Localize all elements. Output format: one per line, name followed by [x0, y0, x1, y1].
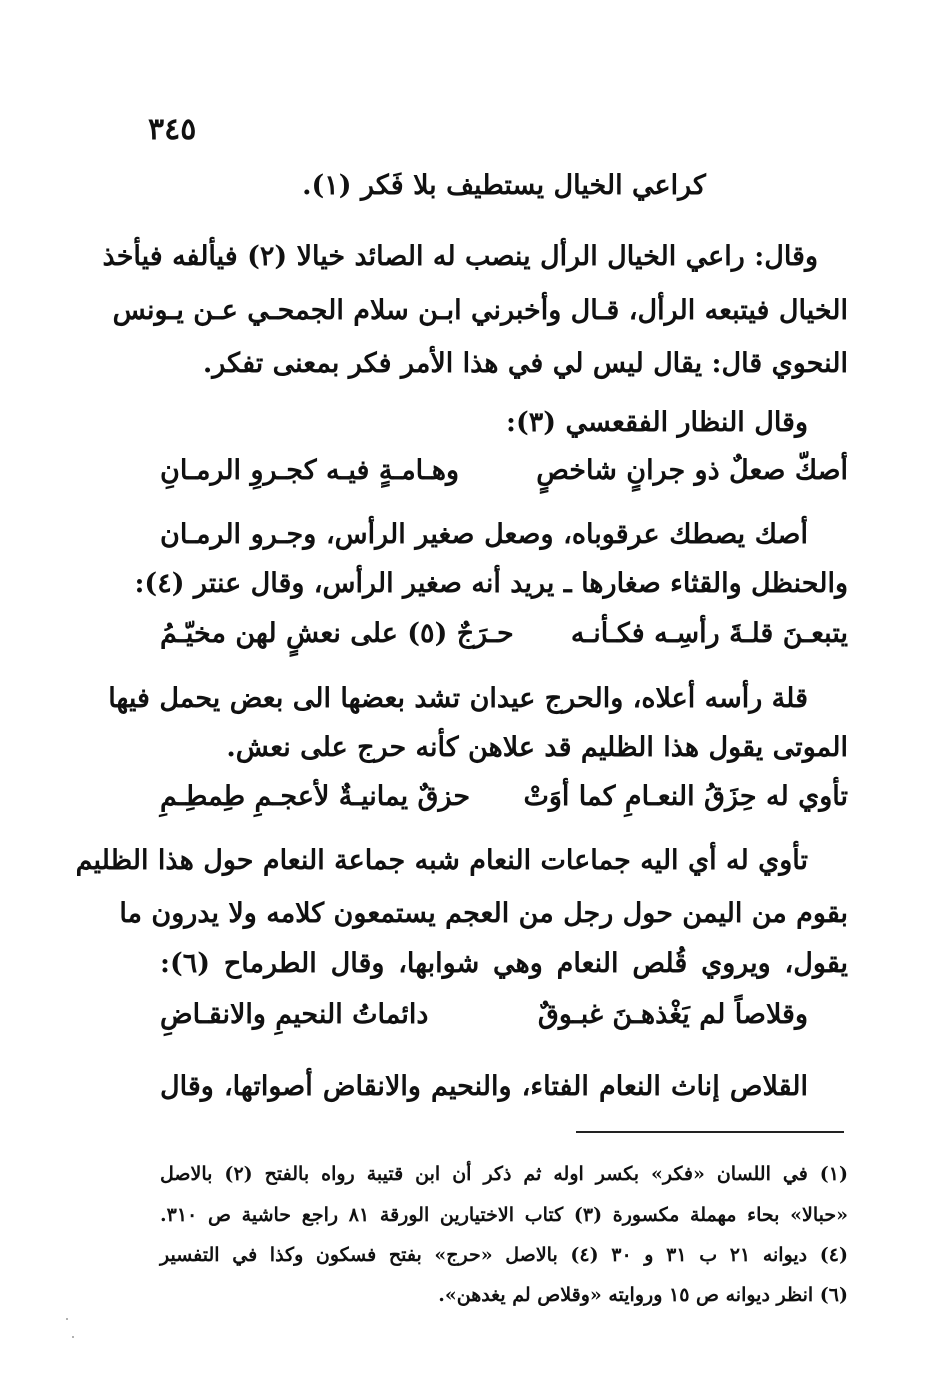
footnote-line-2: «حبالا» بحاء مهملة مكسورة (٣) كتاب الاختيارين الورقة ٨١ راجع حاشية ص ٣١٠. — [160, 1204, 849, 1226]
paragraph-3-line-2: الموتى يقول هذا الظليم قد علاهن كأنه حرج على نعش. — [226, 732, 848, 763]
verse-2-first-hemistich: يتبعـنَ قلـةَ رأسِـه فكـأنـه — [570, 618, 848, 649]
verse-intro-1: وقال النظار الفقعسي (٣): — [506, 407, 808, 438]
footnote-line-4: (٦) انظر ديوانه ص ١٥ وروايته «وقلاص لم يغدهن». — [438, 1284, 848, 1306]
poem-verse-3 — [160, 777, 848, 821]
verse-4-second-hemistich: دائماتُ النحيمِ والانقـاضِ — [160, 999, 429, 1030]
scan-speck — [72, 1336, 74, 1338]
footnote-separator — [576, 1131, 844, 1133]
paragraph-1-line-3: النحوي قال: يقال ليس لي في هذا الأمر فكر بمعنى تفكر. — [202, 348, 848, 379]
paragraph-5-line-1: القلاص إناث النعام الفتاء، والنحيم والانقاض أصواتها، وقال — [160, 1071, 808, 1102]
paragraph-1-line-1: وقال: راعي الخيال الرأل ينصب له الصائد خيالا (٢) فيألفه فيأخذ — [102, 241, 818, 272]
paragraph-1-line-2: الخيال فيتبعه الرأل، قـال وأخبرني ابـن سلام الجمحـي عـن يـونس — [112, 295, 848, 326]
poem-verse-1 — [160, 451, 848, 495]
verse-3-first-hemistich: تأوي له حِزَقُ النعـامِ كما أوَتْ — [523, 781, 848, 812]
verse-3-second-hemistich: حزقٌ يمانيـةٌ لأعجـمِ طِمطِـمِ — [160, 781, 471, 812]
verse-2-second-hemistich: حـرَجٌ (٥) على نعشٍ لهن مخيّـمُ — [160, 618, 514, 649]
poem-verse-2 — [160, 614, 848, 658]
verse-1-first-hemistich: أصكّ صعلٌ ذو جرانٍ شاخصٍ — [536, 455, 848, 486]
paragraph-4-line-3: يقول، ويروي قُلص النعام وهي شوابها، وقال الطرماح (٦): — [160, 948, 848, 979]
opening-verse-line: كراعي الخيال يستطيف بلا فَكر (١). — [302, 170, 706, 201]
paragraph-3-line-1: قلة رأسه أعلاه، والحرج عيدان تشد بعضها الى بعض يحمل فيها — [108, 683, 808, 714]
verse-4-first-hemistich: وقلاصاً لم يَغْذهـنَ غبـوقٌ — [537, 999, 808, 1030]
poem-verse-4 — [160, 995, 848, 1039]
paragraph-4-line-2: بقوم من اليمن حول رجل من العجم يستمعون كلامه ولا يدرون ما — [119, 898, 848, 929]
scan-speck — [66, 1318, 68, 1320]
footnote-line-1: (١) في اللسان «فكر» بكسر اوله ثم ذكر أن ابن قتيبة رواه بالفتح (٢) بالاصل — [160, 1163, 849, 1185]
paragraph-4-line-1: تأوي له أي اليه جماعات النعام شبه جماعة النعام حول هذا الظليم — [75, 845, 808, 876]
verse-1-second-hemistich: وهـامـةٍ فيـه كجـروِ الرمـانِ — [160, 455, 460, 486]
footnote-line-3: (٤) ديوانه ٢١ ب ٣١ و ٣٠ (٤) بالاصل «حرج» بفتح فسكون وكذا في التفسير — [160, 1244, 848, 1266]
paragraph-2-line-1: أصك يصطك عرقوباه، وصعل صغير الرأس، وجـرو الرمـان — [160, 519, 808, 550]
page-number: ٣٤٥ — [148, 112, 197, 147]
paragraph-2-line-2: والحنظل والقثاء صغارها ـ يريد أنه صغير الرأس، وقال عنتر (٤): — [134, 568, 848, 599]
